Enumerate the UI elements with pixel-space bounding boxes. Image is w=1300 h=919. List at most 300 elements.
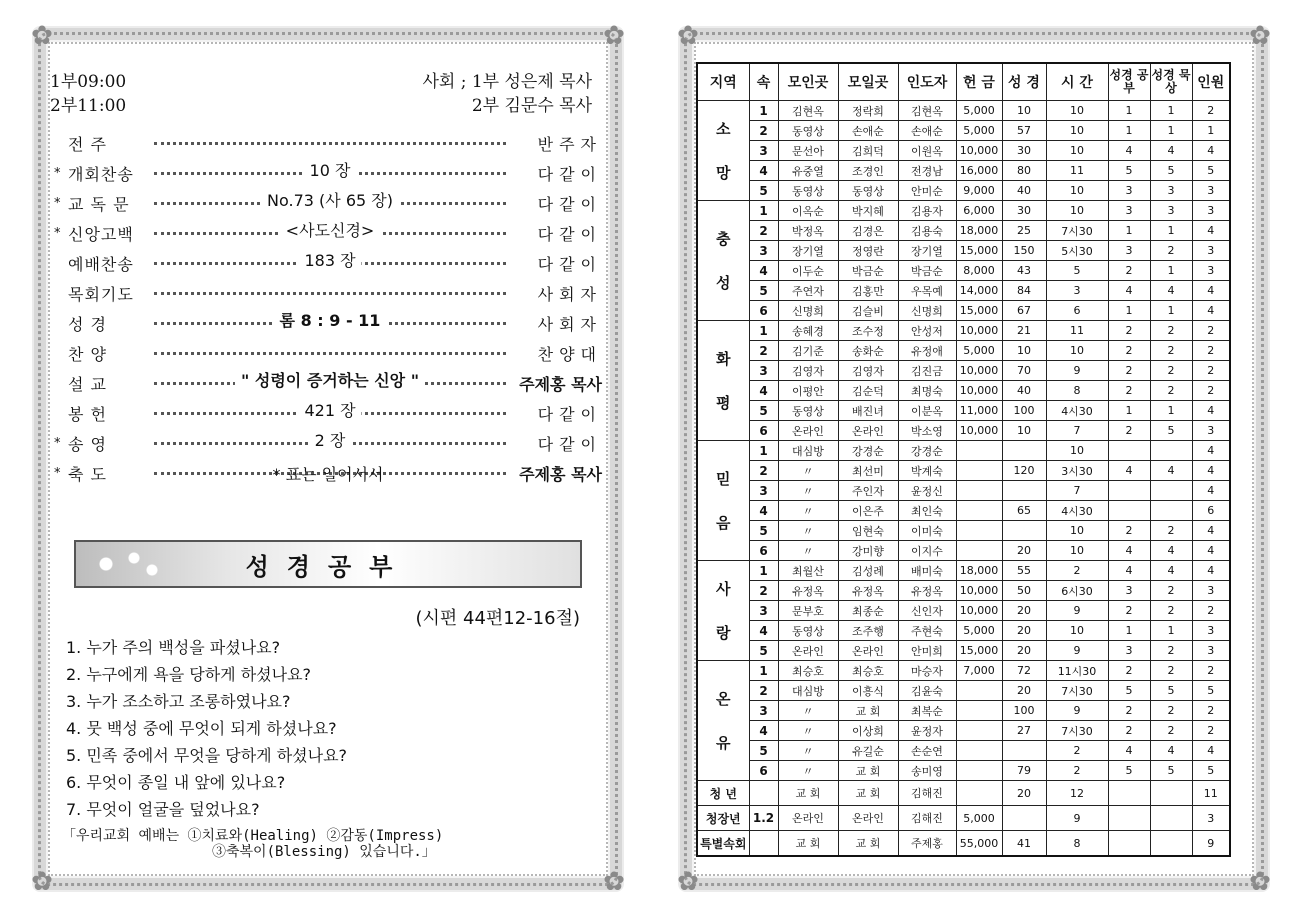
order-item-content: 10 장 [304,158,357,181]
group-number: 1 [749,561,778,581]
group-number: 1 [749,201,778,221]
table-cell: 10 [1046,101,1108,121]
region-label: 소 망 [716,119,731,182]
table-cell: 5 [1108,161,1150,181]
table-cell: 5 [1108,761,1150,781]
table-row [697,381,1230,401]
table-cell: 4 [1192,521,1230,541]
table-cell: 장기열 [898,241,956,261]
study-question: 3. 누가 조소하고 조롱하였나요? [66,692,291,711]
table-cell: 55,000 [956,831,1002,857]
table-cell: 최승호 [778,661,838,681]
order-item [54,248,602,278]
table-cell: 10 [1046,521,1108,541]
table-cell: 2 [1192,101,1230,121]
table-cell: 5 [1108,681,1150,701]
table-cell: 10 [1046,621,1108,641]
table-cell: 김용숙 [898,221,956,241]
table-row [697,481,1230,501]
table-cell: 〃 [778,481,838,501]
table-cell: 100 [1002,701,1046,721]
table-cell: 6 [1192,501,1230,521]
table-cell: 동영상 [778,401,838,421]
table-cell: 김현옥 [778,101,838,121]
table-cell: 5 [1192,761,1230,781]
table-cell: 3 [1192,581,1230,601]
table-cell: 2 [1046,561,1108,581]
table-row [697,781,1230,806]
table-cell: 5,000 [956,806,1002,831]
table-cell: 10,000 [956,381,1002,401]
order-item-leader: 다같이 [537,194,602,214]
church-slogan [62,828,443,860]
table-cell: 교 회 [778,781,838,806]
table-cell: 유정옥 [778,581,838,601]
table-cell: 동영상 [778,121,838,141]
group-number: 2 [749,121,778,141]
host-1: 사회 ; 1부 성은제 목사 [422,72,592,92]
region-name: 특별속회 [697,831,749,857]
service-hosts [422,70,592,118]
leader-dots [154,251,506,270]
scripture-reference: (시편 44편12-16절) [415,608,580,629]
table-cell: 1 [1150,621,1192,641]
table-cell: 4 [1192,461,1230,481]
table-cell: 김현옥 [898,101,956,121]
table-row [697,421,1230,441]
worship-order [54,128,602,488]
table-cell: 2 [1192,661,1230,681]
table-cell: 20 [1002,641,1046,661]
table-cell: 3 [1192,261,1230,281]
group-number: 1 [749,321,778,341]
table-cell: 이흥식 [838,681,898,701]
table-cell: 2 [1108,321,1150,341]
order-item-leader: 찬양대 [537,344,602,364]
leader-dots [154,371,506,390]
table-cell: 김윤숙 [898,681,956,701]
leader-dots [154,311,506,330]
table-cell: 11 [1192,781,1230,806]
table-cell: 4 [1108,741,1150,761]
table-cell: 교 회 [838,701,898,721]
group-number: 5 [749,741,778,761]
study-question: 1. 누가 주의 백성을 파셨나요? [66,638,281,657]
table-cell: 이옥순 [778,201,838,221]
table-row [697,361,1230,381]
table-cell: 2 [1108,721,1150,741]
table-cell: 16,000 [956,161,1002,181]
table-cell: 3 [1192,641,1230,661]
table-row [697,721,1230,741]
table-row [697,181,1230,201]
table-cell [1002,806,1046,831]
table-cell: 배미숙 [898,561,956,581]
table-cell: 10 [1002,341,1046,361]
table-cell: 1 [1150,301,1192,321]
region-name: 청장년 [697,806,749,831]
table-cell: 7시30 [1046,721,1108,741]
table-cell: 4 [1150,541,1192,561]
region-label: 사 랑 [716,579,731,642]
table-row [697,501,1230,521]
table-cell [1108,441,1150,461]
table-row [697,401,1230,421]
host-2: 2부 김문수 목사 [471,96,592,116]
table-cell: 송혜경 [778,321,838,341]
table-row [697,601,1230,621]
group-number: 2 [749,581,778,601]
region-name [697,661,749,781]
table-cell: 9,000 [956,181,1002,201]
group-number: 4 [749,721,778,741]
table-cell: 이은주 [838,501,898,521]
table-cell: 7 [1046,421,1108,441]
table-cell: 65 [1002,501,1046,521]
group-number: 3 [749,701,778,721]
region-name [697,561,749,661]
order-item [54,398,602,428]
table-cell: 9 [1046,361,1108,381]
table-cell: 주인자 [838,481,898,501]
table-cell: 6시30 [1046,581,1108,601]
table-cell: 조경인 [838,161,898,181]
table-cell: 10 [1046,181,1108,201]
table-cell: 2 [1192,601,1230,621]
group-number: 6 [749,541,778,561]
table-row [697,831,1230,857]
table-cell: 10 [1046,121,1108,141]
table-cell: 정락희 [838,101,898,121]
table-cell: 8,000 [956,261,1002,281]
table-cell: 11 [1046,321,1108,341]
group-number: 3 [749,601,778,621]
table-cell: 김순덕 [838,381,898,401]
table-cell: 손애순 [898,121,956,141]
cell-meeting-attendance-table [696,62,1231,857]
table-cell: 4 [1192,481,1230,501]
table-cell: 4 [1192,561,1230,581]
table-cell [1150,481,1192,501]
table-cell: 〃 [778,721,838,741]
table-cell: 이분옥 [898,401,956,421]
table-cell: 2 [1150,341,1192,361]
table-row [697,661,1230,681]
leader-dots [154,401,506,420]
table-cell: 3 [1192,181,1230,201]
table-cell: 최종순 [838,601,898,621]
table-cell: 84 [1002,281,1046,301]
table-cell: 유중열 [778,161,838,181]
table-cell: 20 [1002,781,1046,806]
table-cell [956,681,1002,701]
order-item-content: <사도신경> [280,218,381,241]
table-cell: 온라인 [778,421,838,441]
table-cell: 신명희 [778,301,838,321]
table-cell: 강미향 [838,541,898,561]
group-number: 4 [749,261,778,281]
table-cell [1150,501,1192,521]
table-cell: 40 [1002,181,1046,201]
table-cell: 150 [1002,241,1046,261]
group-number: 6 [749,421,778,441]
column-header: 속 [749,63,778,101]
table-row [697,261,1230,281]
group-number: 4 [749,501,778,521]
order-item-content: 183 장 [298,248,361,271]
region-name: 청 년 [697,781,749,806]
table-row [697,441,1230,461]
table-cell: 강경순 [898,441,956,461]
table-cell [1108,831,1150,857]
table-row [697,121,1230,141]
table-row [697,161,1230,181]
table-cell: 마승자 [898,661,956,681]
table-cell: 2 [1150,381,1192,401]
table-cell: 이평안 [778,381,838,401]
table-cell: 손애순 [838,121,898,141]
table-cell: 72 [1002,661,1046,681]
table-cell [1150,781,1192,806]
group-number: 4 [749,161,778,181]
standing-note: * 표는 일어서서 [272,465,384,484]
table-cell: 이두순 [778,261,838,281]
slogan-line-2: ③축복이(Blessing) 있습니다.」 [212,844,436,860]
table-cell: 10 [1002,421,1046,441]
order-item [54,188,602,218]
flower-decoration-icon [86,546,166,582]
table-cell: 2 [1150,361,1192,381]
table-cell: 12 [1046,781,1108,806]
table-cell: 유정애 [898,341,956,361]
table-cell: 14,000 [956,281,1002,301]
table-row [697,201,1230,221]
table-cell: 김기준 [778,341,838,361]
study-question: 5. 민족 중에서 무엇을 당하게 하셨나요? [66,746,348,765]
leader-dots [154,141,506,145]
table-cell: 4 [1192,741,1230,761]
group-number: 3 [749,241,778,261]
order-item [54,308,602,338]
order-item-content: 롬 8 : 9 - 11 [274,308,387,331]
table-cell: 1 [1150,101,1192,121]
table-row [697,561,1230,581]
table-cell [956,741,1002,761]
table-cell: 41 [1002,831,1046,857]
table-cell: 교 회 [838,831,898,857]
table-cell: 김용자 [898,201,956,221]
table-cell: 9 [1192,831,1230,857]
table-cell: 4시30 [1046,401,1108,421]
group-number: 1 [749,441,778,461]
table-cell [956,761,1002,781]
table-cell: 2 [1192,341,1230,361]
table-cell: 4 [1108,141,1150,161]
table-cell: 박소영 [898,421,956,441]
table-cell: 교 회 [838,781,898,806]
group-number: 3 [749,481,778,501]
group-number: 2 [749,681,778,701]
table-cell: 4 [1150,461,1192,481]
table-cell: 문선아 [778,141,838,161]
table-cell: 〃 [778,701,838,721]
table-cell: 7시30 [1046,221,1108,241]
table-cell: 이원옥 [898,141,956,161]
table-cell: 온라인 [778,641,838,661]
table-cell [1108,806,1150,831]
table-row [697,761,1230,781]
table-cell: 유정옥 [898,581,956,601]
order-item-leader: 다같이 [537,254,602,274]
table-cell: 안성저 [898,321,956,341]
order-item [54,368,602,398]
region-label: 믿 음 [716,469,731,532]
table-cell: 18,000 [956,561,1002,581]
table-cell: 최월산 [778,561,838,581]
table-cell [1002,481,1046,501]
order-item-name: 찬 양 [68,344,107,364]
flower-ornament-icon: ✿ [1249,21,1271,51]
table-cell: 2 [1150,701,1192,721]
order-item [54,428,602,458]
leader-dots [154,431,506,450]
table-cell [956,501,1002,521]
standing-mark: * [54,465,61,481]
table-cell: 79 [1002,761,1046,781]
order-item-leader: 다같이 [537,434,602,454]
table-cell: 20 [1002,621,1046,641]
table-cell [1108,781,1150,806]
table-cell: 임현숙 [838,521,898,541]
table-cell: 1 [1108,221,1150,241]
table-row [697,701,1230,721]
table-cell [1150,441,1192,461]
table-row [697,281,1230,301]
region-label: 온 유 [716,689,731,752]
group-number: 6 [749,761,778,781]
order-item-name: 설 교 [68,374,107,394]
table-cell: 3시30 [1046,461,1108,481]
table-row [697,541,1230,561]
table-cell: 5시30 [1046,241,1108,261]
bible-study-banner [74,540,582,588]
table-cell [1002,521,1046,541]
table-cell: 5 [1150,161,1192,181]
group-number: 5 [749,281,778,301]
order-item-content: 2 장 [309,428,352,451]
group-number: 1.2 [749,806,778,831]
table-cell [1108,481,1150,501]
table-cell: 7,000 [956,661,1002,681]
order-item-name: 축 도 [68,464,107,484]
table-cell: 유길순 [838,741,898,761]
table-cell: 9 [1046,701,1108,721]
table-cell: 10 [1046,541,1108,561]
table-cell: 손순연 [898,741,956,761]
order-item-leader: 사회자 [537,314,602,334]
table-cell: 100 [1002,401,1046,421]
standing-mark: * [54,435,61,451]
table-cell: 10 [1046,441,1108,461]
standing-mark: * [54,165,61,181]
column-header: 헌 금 [956,63,1002,101]
order-item-leader: 다같이 [537,404,602,424]
table-cell: 신명희 [898,301,956,321]
table-cell: 4 [1192,541,1230,561]
table-cell: 김영자 [778,361,838,381]
right-page [677,21,1271,897]
order-item [54,158,602,188]
order-item-leader: 반주자 [537,134,602,154]
region-label: 화 평 [716,349,731,412]
table-cell: 4시30 [1046,501,1108,521]
table-cell: 1 [1108,301,1150,321]
table-cell: 4 [1192,301,1230,321]
table-cell: 윤정자 [898,721,956,741]
table-cell: 2 [1192,321,1230,341]
region-label: 충 성 [716,229,731,292]
table-cell: 〃 [778,501,838,521]
table-cell: 9 [1046,641,1108,661]
table-cell: 1 [1108,121,1150,141]
table-cell: 11시30 [1046,661,1108,681]
table-cell: 5,000 [956,341,1002,361]
order-item-name: 신앙고백 [68,224,134,244]
group-number: 5 [749,401,778,421]
order-item-name: 봉 헌 [68,404,107,424]
table-cell: 2 [1192,701,1230,721]
order-item [54,338,602,368]
table-cell: 9 [1046,601,1108,621]
table-cell: 10 [1046,141,1108,161]
table-cell: 2 [1150,321,1192,341]
table-cell: 배진녀 [838,401,898,421]
table-cell: 3 [1192,421,1230,441]
group-number: 4 [749,381,778,401]
table-cell: 2 [1150,641,1192,661]
table-row [697,461,1230,481]
table-cell: 5 [1150,681,1192,701]
table-cell: 1 [1150,121,1192,141]
table-cell: 43 [1002,261,1046,281]
table-cell: 1 [1108,621,1150,641]
group-number: 2 [749,341,778,361]
table-cell: 2 [1192,361,1230,381]
flower-ornament-icon: ✿ [31,867,53,897]
table-cell: 10,000 [956,581,1002,601]
table-cell: 신인자 [898,601,956,621]
order-item-name: 예배찬송 [68,254,134,274]
table-cell: 3 [1108,201,1150,221]
table-cell [956,461,1002,481]
table-cell: 30 [1002,201,1046,221]
table-cell: 4 [1108,541,1150,561]
table-cell: 교 회 [778,831,838,857]
table-cell: 5,000 [956,621,1002,641]
order-item-leader: 사회자 [537,284,602,304]
group-number: 1 [749,101,778,121]
table-cell: 〃 [778,741,838,761]
table-cell: 3 [1192,621,1230,641]
order-item [54,218,602,248]
table-cell: 50 [1002,581,1046,601]
table-cell: 김영자 [838,361,898,381]
flower-ornament-icon: ✿ [677,867,699,897]
table-cell: 10,000 [956,421,1002,441]
table-cell: 이미숙 [898,521,956,541]
order-item-name: 송 영 [68,434,107,454]
table-cell: 안미순 [898,181,956,201]
